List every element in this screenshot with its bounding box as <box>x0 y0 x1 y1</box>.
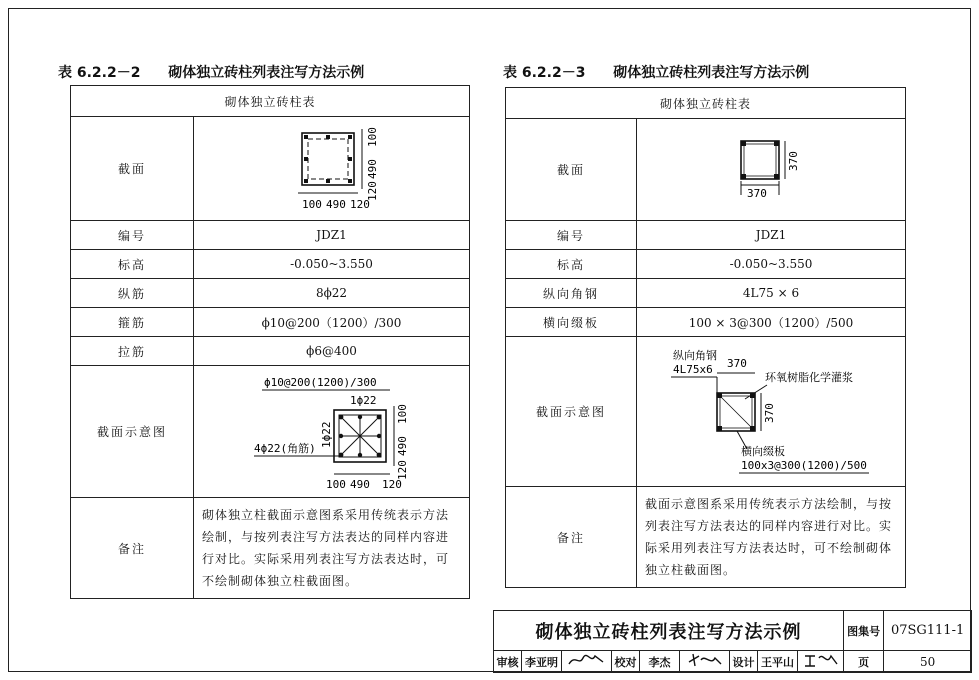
left-section-vdim1: 100 <box>366 127 379 147</box>
atlas-label: 图集号 <box>844 611 884 651</box>
right-section-dim-w: 370 <box>747 187 767 200</box>
atlas-number: 07SG111-1 <box>884 611 972 651</box>
left-row-stirrup: 箍筋 <box>71 308 194 337</box>
left-section-dim1: 100 <box>302 198 322 211</box>
left-value-number: JDZ1 <box>194 221 470 250</box>
right-caption-number: 表 6.2.2－3 <box>503 65 586 81</box>
right-section-figure <box>637 119 906 221</box>
right-value-plate: 100 × 3@300（1200）/500 <box>637 308 906 337</box>
designer-signature <box>798 651 844 673</box>
right-table-title: 砌体独立砖柱表 <box>506 88 906 119</box>
left-value-elevation: -0.050~3.550 <box>194 250 470 279</box>
left-schematic-dim3: 120 <box>382 478 402 491</box>
reviewer-signature-mark <box>567 652 607 668</box>
left-section-dim3: 120 <box>350 198 370 211</box>
right-schematic-angle-spec: 4L75x6 <box>673 363 713 376</box>
left-row-elevation: 标高 <box>71 250 194 279</box>
checker-signature-mark <box>685 652 725 668</box>
right-row-section: 截面 <box>506 119 637 221</box>
left-table <box>70 85 470 599</box>
title-block <box>493 610 972 673</box>
left-table-title: 砌体独立砖柱表 <box>71 86 470 117</box>
right-row-number: 编号 <box>506 221 637 250</box>
right-section-svg <box>637 119 906 217</box>
right-value-elevation: -0.050~3.550 <box>637 250 906 279</box>
right-schematic-epoxy: 环氧树脂化学灌浆 <box>765 371 853 384</box>
design-label: 设计 <box>730 651 758 673</box>
page-number: 50 <box>884 651 972 673</box>
left-schematic-stirrup: ϕ10@200(1200)/300 <box>264 376 377 389</box>
right-row-angle: 纵向角钢 <box>506 279 637 308</box>
left-value-stirrup: ϕ10@200（1200）/300 <box>194 308 470 337</box>
left-schematic-dim1: 100 <box>326 478 346 491</box>
reviewer-name: 李亚明 <box>522 651 562 673</box>
left-value-remark: 砌体独立柱截面示意图系采用传统表示方法绘制，与按列表注写方法表达的同样内容进行对比。实际采用列表注写方法表达时，可不绘制砌体独立柱截面图。 <box>194 498 470 599</box>
right-schematic-svg <box>637 337 906 483</box>
left-value-long-bar: 8ϕ22 <box>194 279 470 308</box>
designer-name: 王平山 <box>758 651 798 673</box>
left-schematic-figure <box>194 366 470 498</box>
left-schematic-side: 1ϕ22 <box>320 421 333 448</box>
left-caption-title: 砌体独立砖柱列表注写方法示例 <box>168 65 365 81</box>
right-value-number: JDZ1 <box>637 221 906 250</box>
title-block-title: 砌体独立砖柱列表注写方法示例 <box>494 611 844 651</box>
right-value-remark: 截面示意图系采用传统表示方法绘制，与按列表注写方法表达的同样内容进行对比。实际采用列表注写方法表达时，可不绘制砌体独立柱截面图。 <box>637 487 906 588</box>
left-row-tie: 拉筋 <box>71 337 194 366</box>
left-section-vdim3: 120 <box>366 181 379 201</box>
checker-signature <box>680 651 730 673</box>
checker-name: 李杰 <box>640 651 680 673</box>
page-label: 页 <box>844 651 884 673</box>
right-table <box>505 87 906 588</box>
right-schematic-plate-spec: 100x3@300(1200)/500 <box>741 459 867 472</box>
right-schematic-w: 370 <box>727 357 747 370</box>
right-row-plate: 横向缀板 <box>506 308 637 337</box>
designer-signature-mark <box>803 652 839 668</box>
right-schematic-angle-title: 纵向角钢 <box>673 349 717 362</box>
review-label: 审核 <box>494 651 522 673</box>
right-schematic-figure <box>637 337 906 487</box>
left-caption-number: 表 6.2.2－2 <box>58 65 141 81</box>
check-label: 校对 <box>612 651 640 673</box>
right-row-remark: 备注 <box>506 487 637 588</box>
right-row-elevation: 标高 <box>506 250 637 279</box>
reviewer-signature <box>562 651 612 673</box>
left-schematic-corner: 4ϕ22(角筋) <box>254 442 316 455</box>
left-section-dim2: 490 <box>326 198 346 211</box>
right-caption <box>503 62 809 82</box>
left-row-long-bar: 纵筋 <box>71 279 194 308</box>
left-section-figure <box>194 117 470 221</box>
right-caption-title: 砌体独立砖柱列表注写方法示例 <box>613 65 810 81</box>
left-section-svg <box>194 117 470 217</box>
left-caption <box>58 62 364 82</box>
right-value-angle: 4L75 × 6 <box>637 279 906 308</box>
left-schematic-tie: 1ϕ22 <box>350 394 377 407</box>
left-schematic-vdim3: 120 <box>396 460 409 480</box>
right-schematic-h: 370 <box>763 403 776 423</box>
right-row-schematic: 截面示意图 <box>506 337 637 487</box>
right-section-dim-h: 370 <box>787 151 800 171</box>
left-schematic-vdim1: 100 <box>396 404 409 424</box>
left-row-schematic: 截面示意图 <box>71 366 194 498</box>
left-row-number: 编号 <box>71 221 194 250</box>
left-schematic-vdim2: 490 <box>396 436 409 456</box>
left-section-vdim2: 490 <box>366 159 379 179</box>
right-schematic-plate-title: 横向缀板 <box>741 445 785 458</box>
left-schematic-svg <box>194 366 470 494</box>
left-schematic-dim2: 490 <box>350 478 370 491</box>
left-value-tie: ϕ6@400 <box>194 337 470 366</box>
left-row-section: 截面 <box>71 117 194 221</box>
left-row-remark: 备注 <box>71 498 194 599</box>
